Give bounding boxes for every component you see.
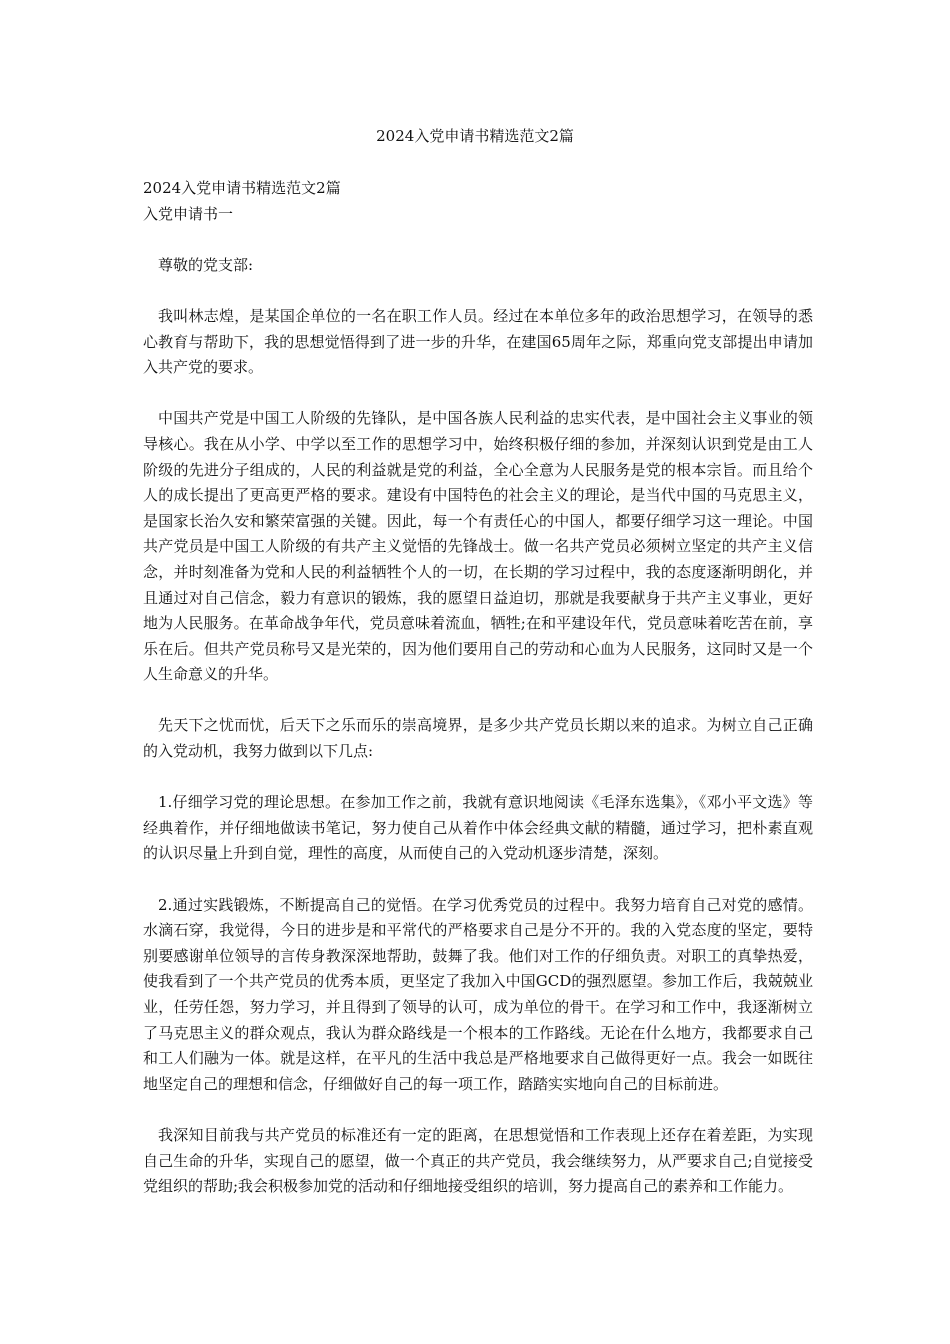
document-title: 2024入党申请书精选范文2篇	[376, 127, 574, 145]
paragraph-conclusion: 我深知目前我与共产党员的标准还有一定的距离，在思想觉悟和工作表现上还存在着差距，为实现自己生命的升华，实现自己的愿望，做一个真正的共产党员，我会继续努力，从严要求自己;自觉接受党组织的帮助;我会积极参加党的活动和仔细地接受组织的培训，努力提高自己的素养和工作能力。	[143, 1125, 813, 1196]
salutation: 尊敬的党支部:	[158, 255, 254, 274]
document-body	[143, 176, 813, 1200]
paragraph-motivation: 先天下之忧而忧，后天下之乐而乐的崇高境界，是多少共产党员长期以来的追求。为树立自己正确的入党动机，我努力做到以下几点:	[143, 716, 813, 761]
paragraph-party-understanding: 中国共产党是中国工人阶级的先锋队，是中国各族人民利益的忠实代表，是中国社会主义事业的领导核心。我在从小学、中学以至工作的思想学习中，始终积极仔细的参加，并深刻认识到党是由工人阶级的先进分子组成的，人民的利益就是党的利益，全心全意为人民服务是党的根本宗旨。而且给个人的成长提出了更高更严格的要求。建设有中国特色的社会主义的理论，是当代中国的马克思主义，是国家长治久安和繁荣富强的关键。因此，每一个有责任心的中国人，都要仔细学习这一理论。中国共产党员是中国工人阶级的有共产主义觉悟的先锋战士。做一名共产党员必须树立坚定的共产主义信念，并时刻准备为党和人民的利益牺牲个人的一切，在长期的学习过程中，我的态度逐渐明朗化，并且通过对自己信念，毅力有意识的锻炼，我的愿望日益迫切，那就是我要献身于共产主义事业，更好地为人民服务。在革命战争年代，党员意味着流血，牺牲;在和平建设年代，党员意味着吃苦在前，享乐在后。但共产党员称号又是光荣的，因为他们要用自己的劳动和心血为人民服务，这同时又是一个人生命意义的升华。	[143, 409, 813, 684]
paragraph-intro: 我叫林志煌，是某国企单位的一名在职工作人员。经过在本单位多年的政治思想学习，在领导的悉心教育与帮助下，我的思想觉悟得到了进一步的升华，在建国65周年之际，郑重向党支部提出申请加入共产党的要求。	[143, 306, 813, 377]
document-subtitle: 2024入党申请书精选范文2篇	[143, 179, 341, 197]
section-heading: 入党申请书一	[143, 204, 234, 223]
paragraph-point-1: 1.仔细学习党的理论思想。在参加工作之前，我就有意识地阅读《毛泽东选集》，《邓小平文选》等经典着作，并仔细地做读书笔记，努力使自己从着作中体会经典文献的精髓，通过学习，把朴素直观的认识尽量上升到自觉，理性的高度，从而使自己的入党动机逐步清楚，深刻。	[143, 793, 813, 863]
paragraph-point-2: 2.通过实践锻炼，不断提高自己的觉悟。在学习优秀党员的过程中。我努力培育自己对党的感情。水滴石穿，我觉得，今日的进步是和平常代的严格要求自己是分不开的。我的入党态度的坚定，要特别要感谢单位领导的言传身教深深地帮助，鼓舞了我。他们对工作的仔细负责。对职工的真挚热爱，使我看到了一个共产党员的优秀本质，更坚定了我加入中国GCD的强烈愿望。参加工作后，我兢兢业业，任劳任怨，努力学习，并且得到了领导的认可，成为单位的骨干。在学习和工作中，我逐渐树立了马克思主义的群众观点，我认为群众路线是一个根本的工作路线。无论在什么地方，我都要求自己和工人们融为一体。就是这样，在平凡的生活中我总是严格地要求自己做得更好一点。我会一如既往地坚定自己的理想和信念，仔细做好自己的每一项工作，踏踏实实地向自己的目标前进。	[143, 895, 813, 1093]
